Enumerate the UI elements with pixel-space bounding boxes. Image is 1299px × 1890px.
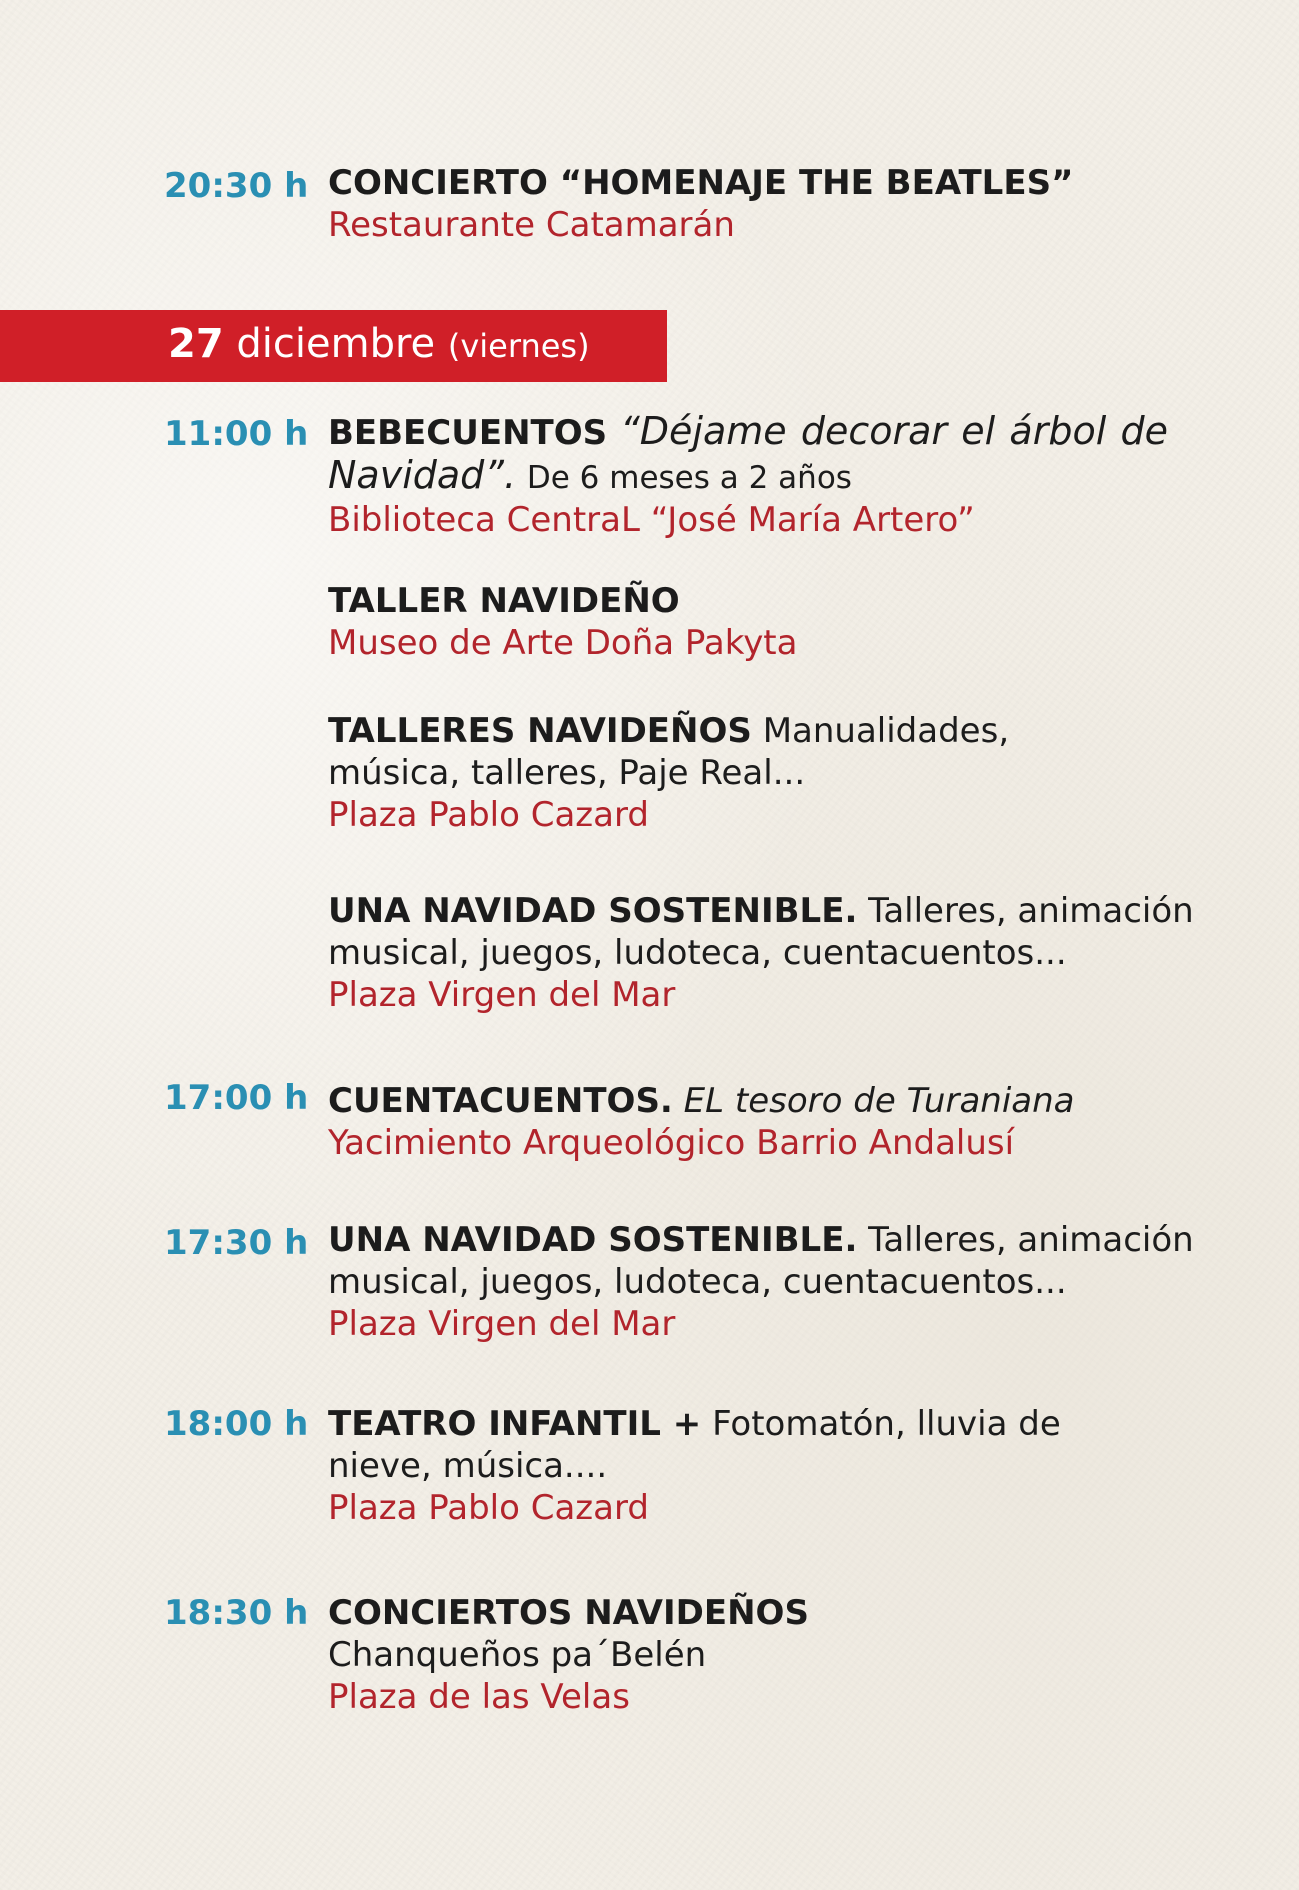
event-cuentacuentos	[328, 1080, 1208, 1164]
event-place: Plaza Virgen del Mar	[328, 1304, 676, 1344]
event-place: Biblioteca CentraL “José María Artero”	[328, 500, 975, 540]
event-title: TEATRO INFANTIL +	[328, 1404, 702, 1444]
event-title: BEBECUENTOS	[328, 413, 608, 453]
event-description: Fotomatón, lluvia de nieve, música....	[328, 1404, 1061, 1486]
event-description: Chanqueños pa´Belén	[328, 1635, 707, 1675]
event-title: UNA NAVIDAD SOSTENIBLE.	[328, 891, 858, 931]
event-description: Manualidades, música, talleres, Paje Real...	[328, 711, 1010, 793]
event-title: CONCIERTO “HOMENAJE THE BEATLES”	[328, 163, 1074, 203]
event-italic-title: EL tesoro de Turaniana	[683, 1081, 1075, 1121]
event-place: Yacimiento Arqueológico Barrio Andalusí	[328, 1123, 1015, 1163]
event-concierto-beatles	[328, 162, 1188, 246]
event-navidad-sostenible	[328, 1219, 1208, 1345]
event-description: Talleres, animación musical, juegos, ludoteca, cuentacuentos...	[328, 891, 1194, 973]
date-month: diciembre	[236, 321, 436, 367]
event-title: TALLERES NAVIDEÑOS	[328, 711, 752, 751]
date-header	[168, 314, 590, 376]
date-day-number: 27	[168, 321, 224, 367]
event-title: TALLER NAVIDEÑO	[328, 581, 680, 621]
event-place: Plaza Virgen del Mar	[328, 975, 676, 1015]
event-bebecuentos	[328, 410, 1168, 541]
event-place: Museo de Arte Doña Pakyta	[328, 623, 798, 663]
event-place: Plaza Pablo Cazard	[328, 1488, 649, 1528]
event-teatro-infantil	[328, 1403, 1128, 1529]
event-place: Plaza Pablo Cazard	[328, 795, 649, 835]
event-time: 17:00 h	[164, 1078, 309, 1118]
event-title: UNA NAVIDAD SOSTENIBLE.	[328, 1220, 858, 1260]
event-description: De 6 meses a 2 años	[526, 460, 852, 496]
event-place: Restaurante Catamarán	[328, 205, 735, 245]
event-title: CUENTACUENTOS.	[328, 1081, 673, 1121]
date-weekday: (viernes)	[447, 327, 590, 365]
event-title: CONCIERTOS NAVIDEÑOS	[328, 1593, 809, 1633]
event-place: Plaza de las Velas	[328, 1677, 630, 1717]
event-time: 11:00 h	[164, 414, 309, 454]
event-time: 20:30 h	[164, 166, 309, 206]
event-time: 18:30 h	[164, 1593, 309, 1633]
event-time: 18:00 h	[164, 1404, 309, 1444]
event-talleres-navidenos	[328, 710, 1068, 836]
event-time: 17:30 h	[164, 1223, 309, 1263]
event-navidad-sostenible	[328, 890, 1208, 1016]
event-conciertos-navidenos	[328, 1592, 1188, 1718]
event-description: Talleres, animación musical, juegos, ludoteca, cuentacuentos...	[328, 1220, 1194, 1302]
event-taller-navideno	[328, 580, 1188, 664]
event-italic-title: “Déjame decorar el árbol de Navidad”.	[328, 409, 1168, 497]
